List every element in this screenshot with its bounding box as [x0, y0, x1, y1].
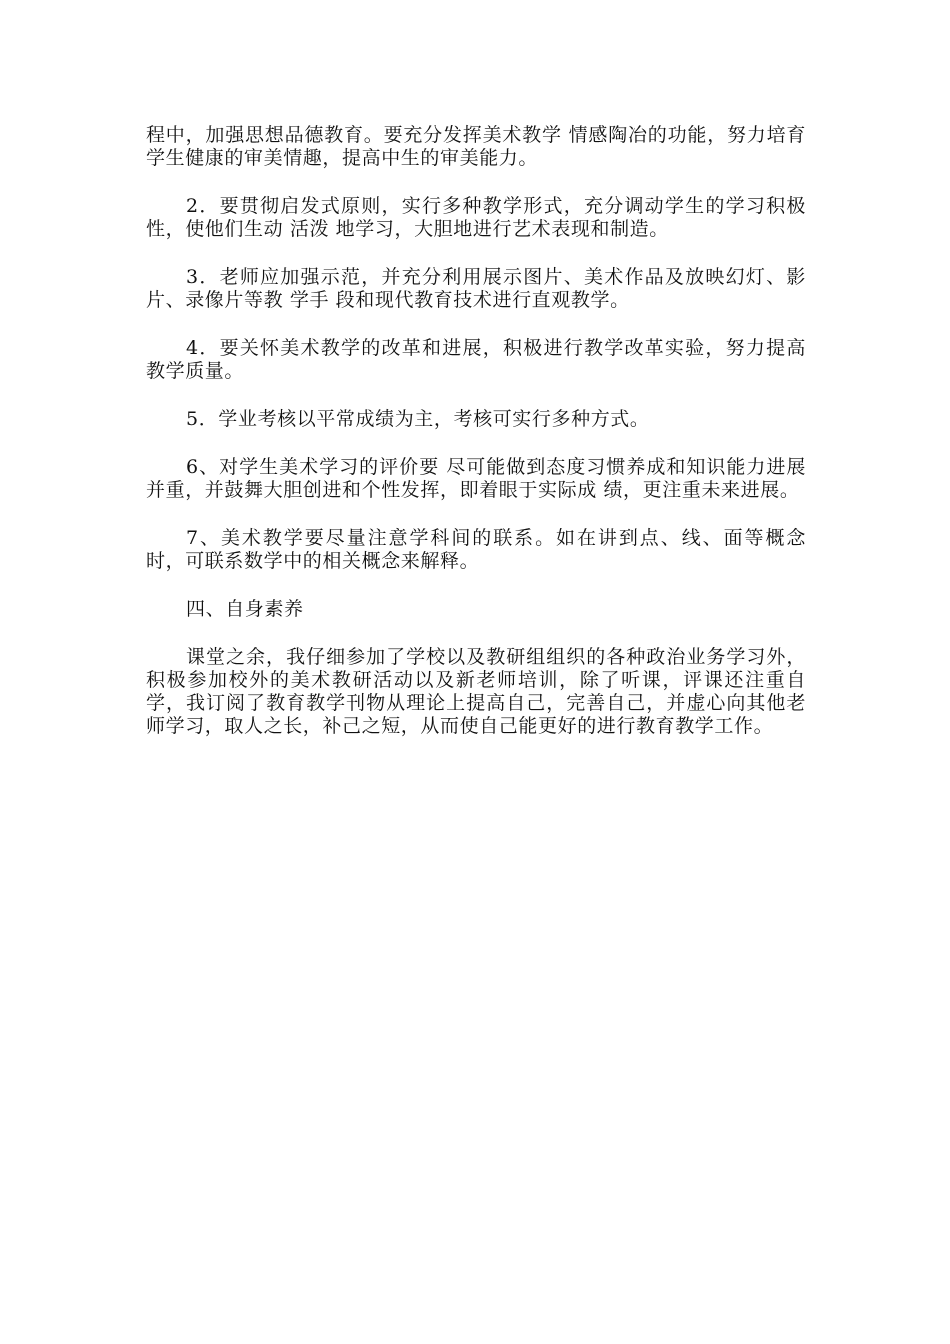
- paragraph-item-2: 2．要贯彻启发式原则，实行多种教学形式，充分调动学生的学习积极性，使他们生动 活泼 地学习，大胆地进行艺术表现和制造。: [146, 195, 806, 240]
- section-heading: 四、自身素养: [186, 598, 304, 620]
- paragraph-self-cultivation: 课堂之余，我仔细参加了学校以及教研组组织的各种政治业务学习外，积极参加校外的美术教研活动以及新老师培训，除了听课，评课还注重自学，我订阅了教育教学刊物从理论上提高自己，完善自己，并虚心向其他老师学习，取人之长，补己之短，从而使自己能更好的进行教育教学工作。: [146, 646, 806, 737]
- paragraph-item-3: 3．老师应加强示范，并充分利用展示图片、美术作品及放映幻灯、影片、录像片等教 学手 段和现代教育技术进行直观教学。: [146, 266, 806, 311]
- paragraph-continuation: 程中，加强思想品德教育。要充分发挥美术教学 情感陶冶的功能，努力培育学生健康的审美情趣，提高中生的审美能力。: [146, 124, 806, 169]
- paragraph-item-6: 6、对学生美术学习的评价要 尽可能做到态度习惯养成和知识能力进展并重，并鼓舞大胆创进和个性发挥，即着眼于实际成 绩，更注重未来进展。: [146, 456, 806, 501]
- paragraph-item-4: 4．要关怀美术教学的改革和进展，积极进行教学改革实验，努力提高教学质量。: [146, 337, 806, 382]
- paragraph-item-7: 7、美术教学要尽量注意学科间的联系。如在讲到点、线、面等概念时，可联系数学中的相关概念来解释。: [146, 527, 806, 572]
- document-body: [146, 124, 806, 763]
- paragraph-item-5: 5．学业考核以平常成绩为主，考核可实行多种方式。: [186, 408, 650, 430]
